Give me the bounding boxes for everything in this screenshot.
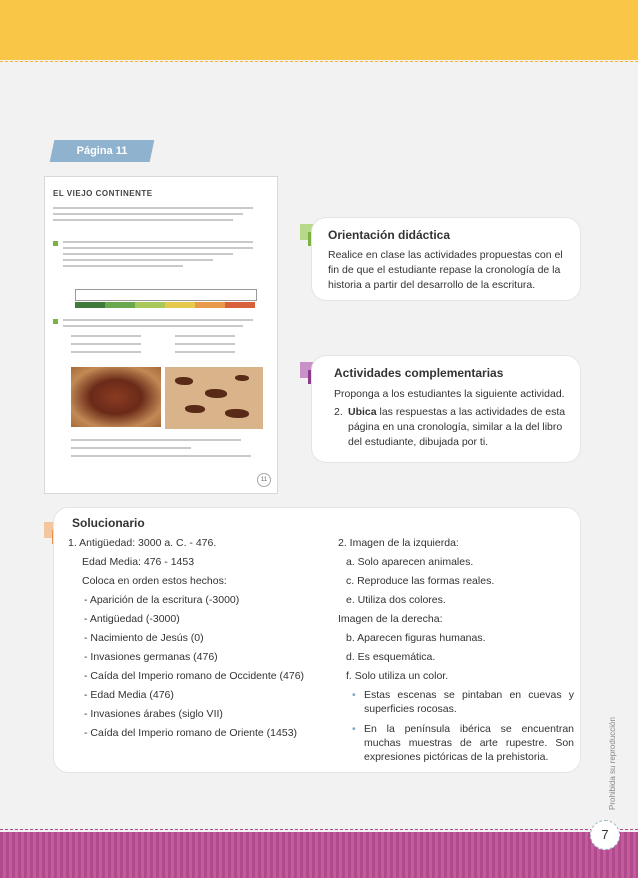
solucionario-right-column	[338, 534, 574, 764]
solucionario-title: Solucionario	[72, 516, 145, 530]
sol-right-line: e. Utiliza dos colores.	[346, 594, 446, 606]
thumbnail-page-number: 11	[257, 473, 271, 487]
actividades-intro: Proponga a los estudiantes la siguiente actividad.	[334, 388, 565, 400]
thumbnail-color-bar	[75, 302, 255, 308]
sol-left-line: Edad Media: 476 - 1453	[82, 556, 195, 568]
orientacion-body: Realice en clase las actividades propuestas con el fin de que el estudiante repase la cronología de la historia a partir del desarrollo de la escritura.	[328, 249, 563, 291]
actividades-item-number: 2.	[334, 406, 343, 418]
thumbnail-timeline	[75, 289, 257, 301]
cave-painting-bison-image	[71, 367, 161, 427]
actividades-item-keyword: Ubica	[348, 406, 377, 418]
sol-right-line: c. Reproduce las formas reales.	[346, 575, 495, 587]
solucionario-left-column	[68, 534, 304, 743]
bullet-icon: •	[352, 689, 356, 701]
sol-bullet-item	[352, 688, 574, 716]
top-dashed-line	[0, 61, 638, 62]
actividades-title: Actividades complementarias	[334, 366, 504, 380]
sol-left-line: 1. Antigüedad: 3000 a. C. - 476.	[68, 537, 217, 549]
top-decorative-band	[0, 0, 638, 60]
page-reference-label: Página 11	[76, 145, 128, 157]
sol-left-line: Coloca en orden estos hechos:	[82, 575, 227, 587]
sol-left-line: - Caída del Imperio romano de Occidente (476)	[84, 670, 305, 682]
sol-bullet-item	[352, 722, 574, 764]
actividades-card	[312, 356, 580, 462]
sol-left-line: - Antigüedad (-3000)	[84, 613, 180, 625]
sol-right-line: a. Solo aparecen animales.	[346, 556, 474, 568]
sol-bullet-text: Estas escenas se pintaban en cuevas y superficies rocosas.	[364, 689, 574, 715]
student-page-thumbnail	[44, 176, 278, 494]
page-reference-tab	[50, 140, 155, 162]
sol-right-line: d. Es esquemática.	[346, 651, 436, 663]
page-number: 7	[590, 820, 620, 850]
orientacion-card	[312, 218, 580, 300]
sol-left-line: - Aparición de la escritura (-3000)	[84, 594, 240, 606]
bullet-icon: •	[352, 723, 356, 735]
bottom-dashed-line	[0, 829, 638, 830]
sol-right-line: b. Aparecen figuras humanas.	[346, 632, 486, 644]
orientacion-title: Orientación didáctica	[328, 228, 451, 242]
thumbnail-heading: EL VIEJO CONTINENTE	[53, 189, 153, 198]
actividades-item	[334, 405, 578, 450]
sol-right-line: Imagen de la derecha:	[338, 613, 443, 625]
sol-right-line: 2. Imagen de la izquierda:	[338, 537, 459, 549]
cave-painting-figures-image	[165, 367, 263, 429]
actividades-item-text: las respuestas a las actividades de esta página en una cronología, similar a la del libro del estudiante, dibujada por ti.	[348, 406, 566, 448]
sol-left-line: - Nacimiento de Jesús (0)	[84, 632, 204, 644]
sol-bullet-text: En la península ibérica se encuentran muchas muestras de arte rupestre. Son expresiones pictóricas de la prehistoria.	[364, 723, 574, 763]
bottom-decorative-band	[0, 832, 638, 878]
solucionario-card	[54, 508, 580, 772]
sol-left-line: - Edad Media (476)	[84, 689, 174, 701]
copyright-side-text: Prohibida su reproducción	[608, 717, 617, 810]
sol-left-line: - Invasiones germanas (476)	[84, 651, 218, 663]
sol-right-line: f. Solo utiliza un color.	[346, 670, 449, 682]
sol-left-line: - Caída del Imperio romano de Oriente (1453)	[84, 727, 298, 739]
sol-left-line: - Invasiones árabes (siglo VII)	[84, 708, 223, 720]
